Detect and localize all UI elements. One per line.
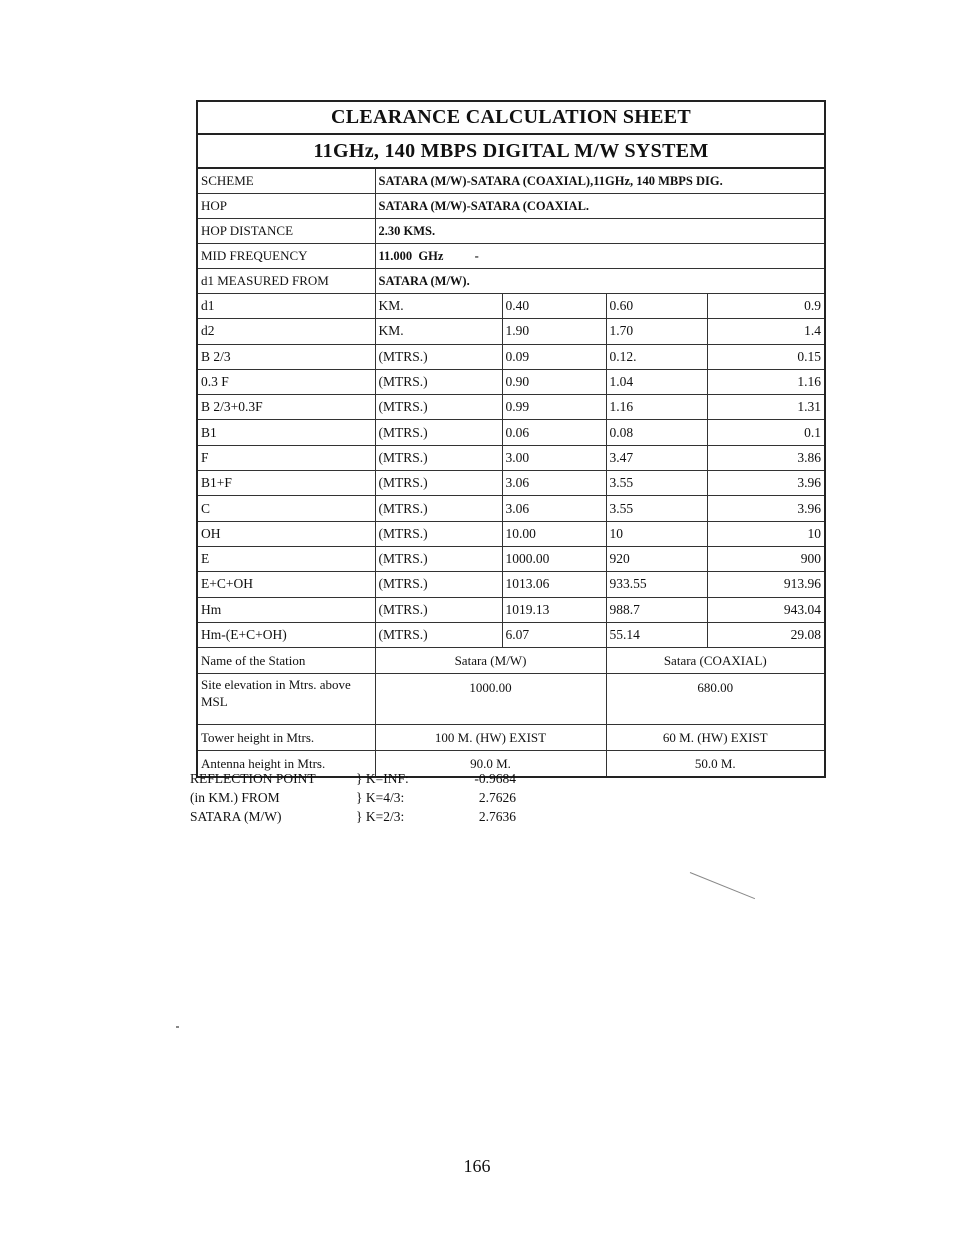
calc-value-2: 3.55 bbox=[606, 471, 707, 496]
calc-label: OH bbox=[197, 521, 375, 546]
sheet-subtitle: 11GHz, 140 MBPS DIGITAL M/W SYSTEM bbox=[197, 134, 825, 168]
calc-unit: (MTRS.) bbox=[375, 369, 502, 394]
reflection-k: } K=INF: bbox=[356, 771, 409, 786]
calc-value-3: 10 bbox=[707, 521, 825, 546]
info-label: MID FREQUENCY bbox=[197, 244, 375, 269]
calc-value-1: 3.06 bbox=[502, 496, 606, 521]
reflection-point-block bbox=[190, 769, 516, 826]
reflection-label: SATARA (M/W) bbox=[190, 809, 282, 824]
calc-value-1: 1013.06 bbox=[502, 572, 606, 597]
info-value: SATARA (M/W). bbox=[375, 269, 825, 294]
station-b-value: 60 M. (HW) EXIST bbox=[606, 725, 825, 751]
sheet-title: CLEARANCE CALCULATION SHEET bbox=[197, 101, 825, 134]
calc-value-3: 1.31 bbox=[707, 395, 825, 420]
station-label: Tower height in Mtrs. bbox=[197, 725, 375, 751]
info-label: HOP bbox=[197, 194, 375, 219]
calc-value-2: 1.16 bbox=[606, 395, 707, 420]
reflection-row bbox=[190, 788, 516, 807]
station-b-value: 50.0 M. bbox=[606, 751, 825, 778]
calc-label: F bbox=[197, 445, 375, 470]
station-label: Name of the Station bbox=[197, 648, 375, 674]
station-b-value: Satara (COAXIAL) bbox=[606, 648, 825, 674]
calc-value-1: 3.06 bbox=[502, 471, 606, 496]
calc-value-1: 10.00 bbox=[502, 521, 606, 546]
calc-value-1: 1000.00 bbox=[502, 546, 606, 571]
calc-row bbox=[197, 572, 825, 597]
calc-row bbox=[197, 319, 825, 344]
calc-value-3: 1.16 bbox=[707, 369, 825, 394]
calc-unit: (MTRS.) bbox=[375, 471, 502, 496]
calc-label: E+C+OH bbox=[197, 572, 375, 597]
info-row bbox=[197, 194, 825, 219]
calc-value-3: 3.96 bbox=[707, 471, 825, 496]
info-value: 2.30 KMS. bbox=[375, 219, 825, 244]
station-a-value: 1000.00 bbox=[375, 674, 606, 725]
calc-row bbox=[197, 471, 825, 496]
scan-mark bbox=[690, 872, 755, 899]
station-row bbox=[197, 674, 825, 725]
calc-value-3: 29.08 bbox=[707, 622, 825, 647]
calc-unit: (MTRS.) bbox=[375, 445, 502, 470]
calc-value-1: 1019.13 bbox=[502, 597, 606, 622]
calc-value-3: 3.86 bbox=[707, 445, 825, 470]
station-b-value: 680.00 bbox=[606, 674, 825, 725]
info-row bbox=[197, 168, 825, 194]
calc-value-2: 0.60 bbox=[606, 294, 707, 319]
station-label: Antenna height in Mtrs. bbox=[197, 751, 375, 778]
calc-label: 0.3 F bbox=[197, 369, 375, 394]
info-label: HOP DISTANCE bbox=[197, 219, 375, 244]
calc-unit: (MTRS.) bbox=[375, 344, 502, 369]
station-row bbox=[197, 648, 825, 674]
station-a-value: 90.0 M. bbox=[375, 751, 606, 778]
calc-value-2: 1.70 bbox=[606, 319, 707, 344]
calc-unit: (MTRS.) bbox=[375, 420, 502, 445]
reflection-label: (in KM.) FROM bbox=[190, 790, 280, 805]
calc-unit: (MTRS.) bbox=[375, 521, 502, 546]
scan-dot bbox=[176, 1026, 179, 1028]
calc-label: d1 bbox=[197, 294, 375, 319]
calc-value-3: 943.04 bbox=[707, 597, 825, 622]
info-value: SATARA (M/W)-SATARA (COAXIAL),11GHz, 140 MBPS DIG. bbox=[375, 168, 825, 194]
calc-value-2: 10 bbox=[606, 521, 707, 546]
reflection-value: 2.7626 bbox=[478, 790, 516, 805]
station-label: Site elevation in Mtrs. above MSL bbox=[197, 674, 375, 725]
calc-row bbox=[197, 597, 825, 622]
calc-row bbox=[197, 344, 825, 369]
calc-value-1: 0.09 bbox=[502, 344, 606, 369]
calc-value-1: 6.07 bbox=[502, 622, 606, 647]
calc-value-2: 55.14 bbox=[606, 622, 707, 647]
info-label: SCHEME bbox=[197, 168, 375, 194]
station-rows bbox=[197, 648, 825, 778]
calc-unit: (MTRS.) bbox=[375, 496, 502, 521]
calc-row bbox=[197, 420, 825, 445]
calc-value-3: 900 bbox=[707, 546, 825, 571]
calc-value-2: 1.04 bbox=[606, 369, 707, 394]
calc-row bbox=[197, 546, 825, 571]
calc-row bbox=[197, 622, 825, 647]
calc-value-2: 933.55 bbox=[606, 572, 707, 597]
calc-unit: (MTRS.) bbox=[375, 622, 502, 647]
calc-label: Hm-(E+C+OH) bbox=[197, 622, 375, 647]
calc-row bbox=[197, 294, 825, 319]
calc-label: B 2/3+0.3F bbox=[197, 395, 375, 420]
calc-row bbox=[197, 496, 825, 521]
station-row bbox=[197, 725, 825, 751]
station-a-value: Satara (M/W) bbox=[375, 648, 606, 674]
info-value: 11.000 GHz - bbox=[375, 244, 825, 269]
calc-row bbox=[197, 369, 825, 394]
calc-value-2: 0.12. bbox=[606, 344, 707, 369]
calc-value-1: 0.06 bbox=[502, 420, 606, 445]
calc-value-3: 0.1 bbox=[707, 420, 825, 445]
calc-unit: (MTRS.) bbox=[375, 597, 502, 622]
calc-row bbox=[197, 395, 825, 420]
calc-value-2: 3.55 bbox=[606, 496, 707, 521]
calc-value-2: 3.47 bbox=[606, 445, 707, 470]
calc-label: B1+F bbox=[197, 471, 375, 496]
reflection-k: } K=4/3: bbox=[356, 790, 405, 805]
calc-unit: (MTRS.) bbox=[375, 395, 502, 420]
calc-label: B1 bbox=[197, 420, 375, 445]
calc-value-2: 0.08 bbox=[606, 420, 707, 445]
calc-value-3: 0.15 bbox=[707, 344, 825, 369]
calc-label: C bbox=[197, 496, 375, 521]
calc-label: Hm bbox=[197, 597, 375, 622]
calc-unit: (MTRS.) bbox=[375, 572, 502, 597]
calc-value-3: 913.96 bbox=[707, 572, 825, 597]
reflection-value: -0.9684 bbox=[474, 771, 516, 786]
calc-label: d2 bbox=[197, 319, 375, 344]
calc-label: E bbox=[197, 546, 375, 571]
calc-label: B 2/3 bbox=[197, 344, 375, 369]
info-value: SATARA (M/W)-SATARA (COAXIAL. bbox=[375, 194, 825, 219]
calc-value-2: 920 bbox=[606, 546, 707, 571]
calc-unit: (MTRS.) bbox=[375, 546, 502, 571]
calc-value-1: 0.40 bbox=[502, 294, 606, 319]
calc-value-3: 0.9 bbox=[707, 294, 825, 319]
calc-unit: KM. bbox=[375, 319, 502, 344]
station-a-value: 100 M. (HW) EXIST bbox=[375, 725, 606, 751]
calc-value-1: 3.00 bbox=[502, 445, 606, 470]
calc-value-3: 1.4 bbox=[707, 319, 825, 344]
calc-unit: KM. bbox=[375, 294, 502, 319]
reflection-label: REFLECTION POINT bbox=[190, 771, 316, 786]
calc-value-2: 988.7 bbox=[606, 597, 707, 622]
calc-row bbox=[197, 445, 825, 470]
calc-value-1: 1.90 bbox=[502, 319, 606, 344]
reflection-row bbox=[190, 769, 516, 788]
info-row bbox=[197, 269, 825, 294]
reflection-row bbox=[190, 807, 516, 826]
reflection-value: 2.7636 bbox=[478, 809, 516, 824]
info-row bbox=[197, 219, 825, 244]
page-number: 166 bbox=[463, 1156, 491, 1176]
info-label: d1 MEASURED FROM bbox=[197, 269, 375, 294]
calculation-rows bbox=[197, 294, 825, 648]
calc-row bbox=[197, 521, 825, 546]
clearance-table bbox=[196, 100, 826, 778]
calc-value-3: 3.96 bbox=[707, 496, 825, 521]
info-row bbox=[197, 244, 825, 269]
reflection-k: } K=2/3: bbox=[356, 809, 405, 824]
calc-value-1: 0.90 bbox=[502, 369, 606, 394]
calc-value-1: 0.99 bbox=[502, 395, 606, 420]
